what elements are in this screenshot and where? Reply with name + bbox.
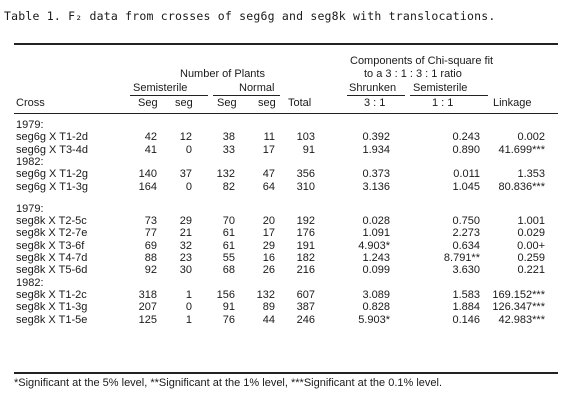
cell-n-Seg: 76: [222, 313, 235, 326]
cell-n-seg: 132: [256, 288, 275, 301]
cell-ss-seg: 0: [185, 180, 192, 193]
header-shrunken: Shrunken: [349, 82, 397, 94]
cell-semisterile: 3.630: [452, 264, 480, 277]
cell-semisterile: 0.011: [453, 168, 480, 181]
cell-ss-Seg: 69: [144, 239, 157, 252]
cell-n-seg: 29: [262, 239, 275, 252]
cell-shrunken: 0.028: [362, 215, 390, 228]
header-components-line1: Components of Chi-square fit: [350, 55, 494, 67]
underline-semisterile-2: [410, 95, 488, 96]
cell-ss-seg: 12: [179, 131, 192, 144]
header-ss-seg: seg: [175, 97, 193, 109]
cell-total: 182: [296, 252, 315, 264]
cell-cross: seg8k X T1-2c: [16, 288, 87, 301]
cell-cross: seg8k X T2-7e: [16, 227, 88, 240]
cell-n-Seg: 61: [222, 239, 235, 252]
cell-linkage: 0.00+: [517, 239, 545, 252]
cell-shrunken: 4.903*: [358, 239, 390, 252]
cell-cross: seg6g X T1-2g: [16, 168, 88, 181]
cell-linkage: 42.983***: [498, 313, 545, 326]
header-number-of-plants: Number of Plants: [180, 68, 265, 80]
cell-semisterile: 0.634: [452, 239, 480, 252]
header-ss-Seg: Seg: [138, 97, 158, 109]
cell-shrunken: 3.089: [362, 288, 390, 301]
cell-n-Seg: 55: [222, 252, 235, 264]
cell-shrunken: 5.903*: [358, 313, 390, 326]
cell-linkage: 0.002: [517, 131, 545, 144]
cell-ss-Seg: 41: [144, 143, 157, 156]
cell-n-Seg: 38: [222, 131, 235, 144]
cell-n-Seg: 82: [222, 180, 235, 193]
cell-ss-seg: 1: [185, 313, 192, 326]
cell-ss-seg: 1: [185, 288, 192, 301]
cell-n-seg: 47: [262, 168, 275, 181]
cell-ss-Seg: 42: [144, 131, 157, 144]
header-n-seg: seg: [258, 97, 276, 109]
cell-shrunken: 0.373: [362, 168, 390, 181]
cell-total: 246: [296, 313, 315, 326]
cell-ss-seg: 32: [179, 239, 192, 252]
cell-n-Seg: 132: [216, 168, 235, 181]
cell-n-seg: 17: [262, 227, 275, 240]
cell-shrunken: 1.091: [362, 227, 390, 240]
cell-semisterile: 2.273: [452, 227, 480, 240]
cell-ss-seg: 23: [179, 252, 192, 264]
cell-linkage: 0.221: [517, 264, 545, 277]
cell-total: 607: [296, 288, 315, 301]
cell-ss-seg: 0: [185, 143, 192, 156]
cell-shrunken: 1.243: [362, 252, 390, 264]
header-rule: [14, 113, 558, 114]
cell-semisterile: 1.045: [452, 180, 480, 193]
cell-ss-Seg: 77: [144, 227, 157, 240]
cell-total: 216: [296, 264, 315, 277]
underline-normal: [213, 95, 280, 96]
year-label: 1979:: [16, 119, 44, 131]
cell-linkage: 169.152***: [492, 288, 545, 301]
cell-shrunken: 3.136: [362, 180, 390, 193]
cell-n-seg: 89: [262, 301, 275, 314]
cell-ss-Seg: 164: [138, 180, 157, 193]
cell-cross: seg8k X T1-5e: [16, 313, 88, 326]
header-cross: Cross: [16, 97, 45, 109]
top-rule: [14, 43, 558, 45]
cell-shrunken: 0.392: [362, 131, 390, 144]
cell-n-Seg: 91: [222, 301, 235, 314]
cell-total: 176: [296, 227, 315, 240]
cell-ss-Seg: 207: [138, 301, 157, 314]
cell-n-seg: 16: [262, 252, 275, 264]
cell-shrunken: 0.099: [362, 264, 390, 277]
cell-cross: seg6g X T3-4d: [16, 143, 88, 156]
cell-n-seg: 11: [263, 131, 275, 144]
cell-cross: seg8k X T3-6f: [16, 239, 85, 252]
cell-semisterile: 1.884: [452, 301, 480, 314]
cell-total: 310: [296, 180, 315, 193]
cell-n-Seg: 156: [216, 288, 235, 301]
cell-ss-Seg: 125: [138, 313, 157, 326]
cell-cross: seg8k X T4-7d: [16, 252, 88, 264]
cell-total: 191: [296, 239, 315, 252]
cell-total: 103: [296, 131, 315, 144]
cell-total: 192: [296, 215, 315, 228]
cell-total: 356: [296, 168, 315, 181]
cell-semisterile: 0.750: [452, 215, 480, 228]
cell-shrunken: 1.934: [362, 143, 390, 156]
header-semisterile-2: Semisterile: [413, 82, 468, 94]
cell-cross: seg8k X T1-3g: [16, 301, 88, 314]
header-components-line2: to a 3 : 1 : 3 : 1 ratio: [364, 68, 462, 80]
header-n-Seg: Seg: [217, 97, 237, 109]
cell-shrunken: 0.828: [362, 301, 390, 314]
cell-n-seg: 64: [262, 180, 275, 193]
cell-n-Seg: 33: [222, 143, 235, 156]
cell-n-Seg: 61: [222, 227, 235, 240]
underline-shrunken: [347, 95, 405, 96]
cell-linkage: 1.353: [517, 168, 545, 181]
cell-total: 91: [302, 143, 315, 156]
cell-cross: seg8k X T2-5c: [16, 215, 87, 228]
cell-linkage: 80.836***: [498, 180, 545, 193]
header-semisterile: Semisterile: [133, 82, 188, 94]
cell-ss-seg: 29: [179, 215, 192, 228]
cell-n-seg: 44: [262, 313, 275, 326]
cell-ss-Seg: 140: [138, 168, 157, 181]
cell-ss-Seg: 88: [144, 252, 157, 264]
cell-cross: seg6g X T1-3g: [16, 180, 88, 193]
cell-linkage: 41.699***: [498, 143, 545, 156]
header-ratio-31: 3 : 1: [364, 97, 386, 109]
cell-ss-seg: 21: [179, 227, 192, 240]
cell-n-seg: 26: [262, 264, 275, 277]
header-total: Total: [288, 97, 312, 109]
cell-ss-seg: 37: [179, 168, 192, 181]
cell-linkage: 0.029: [517, 227, 545, 240]
cell-n-seg: 17: [262, 143, 275, 156]
cell-ss-Seg: 318: [138, 288, 157, 301]
cell-ss-seg: 30: [179, 264, 192, 277]
cell-semisterile: 0.243: [452, 131, 480, 144]
cell-ss-Seg: 92: [144, 264, 157, 277]
cell-ss-seg: 0: [185, 301, 192, 314]
cell-semisterile: 8.791**: [443, 252, 480, 264]
header-linkage: Linkage: [493, 97, 532, 109]
year-label: 1982:: [16, 276, 44, 289]
cell-total: 387: [296, 301, 315, 314]
cell-linkage: 1.001: [517, 215, 545, 228]
bottom-rule: [14, 372, 558, 374]
table-title: Table 1. F₂ data from crosses of seg6g and seg8k with translocations.: [4, 9, 496, 23]
year-label: 1982:: [16, 155, 44, 168]
cell-cross: seg6g X T1-2d: [16, 131, 88, 144]
header-normal: Normal: [239, 82, 275, 94]
cell-linkage: 0.259: [517, 252, 545, 264]
cell-ss-Seg: 73: [144, 215, 157, 228]
header-ratio-11: 1 : 1: [432, 97, 454, 109]
underline-semisterile: [130, 95, 208, 96]
cell-semisterile: 0.146: [452, 313, 480, 326]
cell-semisterile: 1.583: [452, 288, 480, 301]
cell-n-seg: 20: [262, 215, 275, 228]
table-footnote: *Significant at the 5% level, **Significant at the 1% level, ***Significant at the 0.1% level.: [14, 377, 443, 389]
cell-semisterile: 0.890: [452, 143, 480, 156]
cell-n-Seg: 70: [222, 215, 235, 228]
cell-linkage: 126.347***: [492, 301, 545, 314]
cell-cross: seg8k X T5-6d: [16, 264, 88, 277]
year-label: 1979:: [16, 202, 44, 215]
cell-n-Seg: 68: [222, 264, 235, 277]
